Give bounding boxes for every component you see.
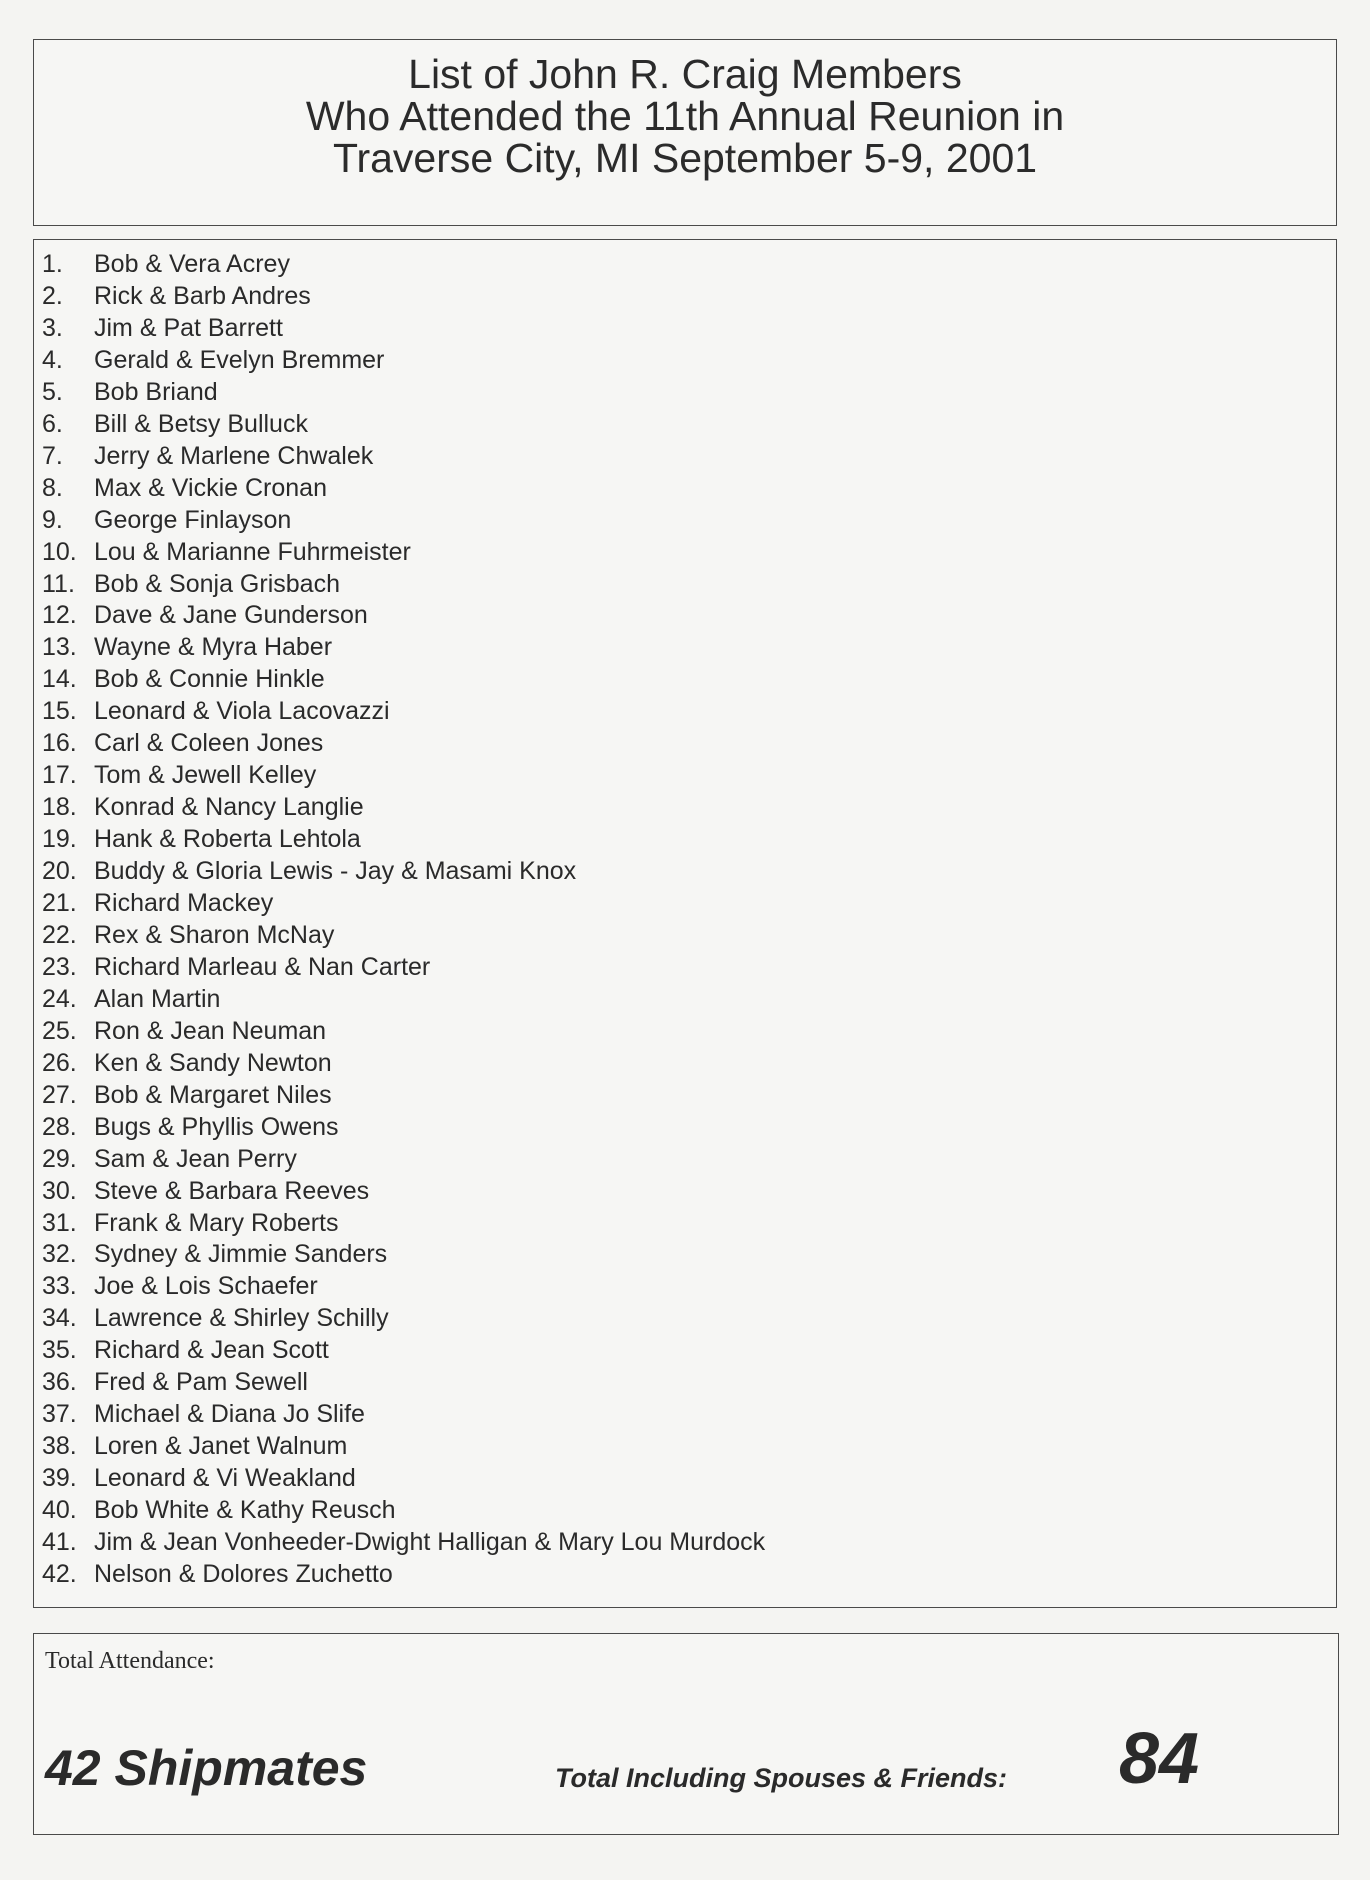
member-name: Carl & Coleen Jones xyxy=(94,729,324,758)
title-line-2: Who Attended the 11th Annual Reunion in xyxy=(305,93,1065,139)
member-number: 7. xyxy=(42,441,63,470)
member-number: 14. xyxy=(42,665,77,694)
total-including-label: Total Including Spouses & Friends: xyxy=(555,1763,1008,1793)
member-name: Richard Mackey xyxy=(94,889,274,917)
member-name: Loren & Janet Walnum xyxy=(94,1432,348,1461)
member-number: 31. xyxy=(42,1208,77,1237)
member-number: 29. xyxy=(42,1144,77,1173)
member-number: 33. xyxy=(42,1272,77,1301)
member-name: Rex & Sharon McNay xyxy=(94,920,335,949)
member-name: Bob Briand xyxy=(94,377,218,406)
member-name: Michael & Diana Jo Slife xyxy=(94,1400,365,1429)
member-name: Bob White & Kathy Reusch xyxy=(94,1496,396,1525)
member-number: 15. xyxy=(42,697,77,726)
member-name: Bugs & Phyllis Owens xyxy=(94,1112,339,1141)
member-number: 42. xyxy=(42,1559,77,1588)
member-number: 4. xyxy=(42,345,63,374)
member-number: 5. xyxy=(42,377,63,406)
title-box xyxy=(33,39,1337,226)
member-name: Bill & Betsy Bulluck xyxy=(94,409,308,438)
member-name: Lou & Marianne Fuhrmeister xyxy=(94,537,411,566)
member-number: 25. xyxy=(42,1016,77,1045)
member-name: Gerald & Evelyn Bremmer xyxy=(94,345,385,374)
member-name: Frank & Mary Roberts xyxy=(94,1208,339,1237)
member-number: 12. xyxy=(42,601,77,630)
member-number: 3. xyxy=(42,313,63,342)
member-name: Buddy & Gloria Lewis - Jay & Masami Knox xyxy=(94,857,577,886)
member-name: Tom & Jewell Kelley xyxy=(94,761,317,790)
member-number: 23. xyxy=(42,952,77,981)
member-name: Richard Marleau & Nan Carter xyxy=(94,952,431,981)
member-number: 35. xyxy=(42,1336,77,1365)
member-number: 20. xyxy=(42,857,77,886)
member-number: 32. xyxy=(42,1240,77,1269)
member-number: 24. xyxy=(42,984,77,1013)
member-name: Hank & Roberta Lehtola xyxy=(94,825,361,854)
member-name: Jim & Jean Vonheeder-Dwight Halligan & Mary Lou Murdock xyxy=(94,1528,766,1556)
member-number: 1. xyxy=(42,250,63,278)
member-name: Alan Martin xyxy=(94,984,221,1013)
member-number: 40. xyxy=(42,1496,77,1525)
member-name: Sam & Jean Perry xyxy=(94,1144,297,1173)
member-name: Max & Vickie Cronan xyxy=(94,473,327,502)
member-number: 39. xyxy=(42,1464,77,1493)
member-list xyxy=(33,239,1337,1608)
member-number: 16. xyxy=(42,729,77,758)
member-name: Steve & Barbara Reeves xyxy=(94,1176,370,1205)
member-number: 9. xyxy=(42,505,63,534)
member-name: Dave & Jane Gunderson xyxy=(94,601,368,630)
member-name: Bob & Vera Acrey xyxy=(94,250,290,278)
member-number: 13. xyxy=(42,633,77,662)
member-number: 27. xyxy=(42,1080,77,1109)
member-name: Jerry & Marlene Chwalek xyxy=(94,441,374,470)
member-name: Fred & Pam Sewell xyxy=(94,1368,308,1397)
member-number: 28. xyxy=(42,1112,77,1141)
attendance-summary xyxy=(33,1633,1339,1835)
total-attendance-label: Total Attendance: xyxy=(45,1648,215,1674)
total-count: 84 xyxy=(1119,1719,1200,1799)
member-number: 17. xyxy=(42,761,77,790)
title-line-1: List of John R. Craig Members xyxy=(408,51,962,97)
member-name: Bob & Margaret Niles xyxy=(94,1080,332,1109)
member-number: 11. xyxy=(42,569,75,598)
member-name: Leonard & Viola Lacovazzi xyxy=(94,697,390,726)
member-number: 34. xyxy=(42,1304,77,1333)
member-name: Nelson & Dolores Zuchetto xyxy=(94,1559,393,1588)
member-number: 30. xyxy=(42,1176,77,1205)
member-number: 2. xyxy=(42,281,63,310)
member-number: 41. xyxy=(42,1528,77,1556)
member-name: Ron & Jean Neuman xyxy=(94,1016,327,1045)
member-number: 36. xyxy=(42,1368,77,1397)
member-name: Richard & Jean Scott xyxy=(94,1336,329,1365)
member-name: Bob & Connie Hinkle xyxy=(94,665,325,694)
member-name: Leonard & Vi Weakland xyxy=(94,1464,356,1493)
member-name: Bob & Sonja Grisbach xyxy=(94,569,340,598)
member-number: 10. xyxy=(42,537,77,566)
member-name: Sydney & Jimmie Sanders xyxy=(94,1240,388,1269)
member-number: 21. xyxy=(42,889,77,917)
member-name: Rick & Barb Andres xyxy=(94,281,311,310)
member-number: 8. xyxy=(42,473,63,502)
member-name: Wayne & Myra Haber xyxy=(94,633,333,662)
member-name: Konrad & Nancy Langlie xyxy=(94,793,364,822)
member-name: George Finlayson xyxy=(94,505,292,534)
member-number: 26. xyxy=(42,1048,77,1077)
member-name: Jim & Pat Barrett xyxy=(94,313,283,342)
member-number: 38. xyxy=(42,1432,77,1461)
member-name: Lawrence & Shirley Schilly xyxy=(94,1304,389,1333)
member-number: 37. xyxy=(42,1400,77,1429)
member-number: 19. xyxy=(42,825,77,854)
member-name: Ken & Sandy Newton xyxy=(94,1048,332,1077)
member-number: 22. xyxy=(42,920,77,949)
member-name: Joe & Lois Schaefer xyxy=(94,1272,318,1301)
member-number: 18. xyxy=(42,793,77,822)
title-line-3: Traverse City, MI September 5-9, 2001 xyxy=(332,135,1038,181)
member-number: 6. xyxy=(42,409,63,438)
shipmates-count: 42 Shipmates xyxy=(45,1740,368,1796)
